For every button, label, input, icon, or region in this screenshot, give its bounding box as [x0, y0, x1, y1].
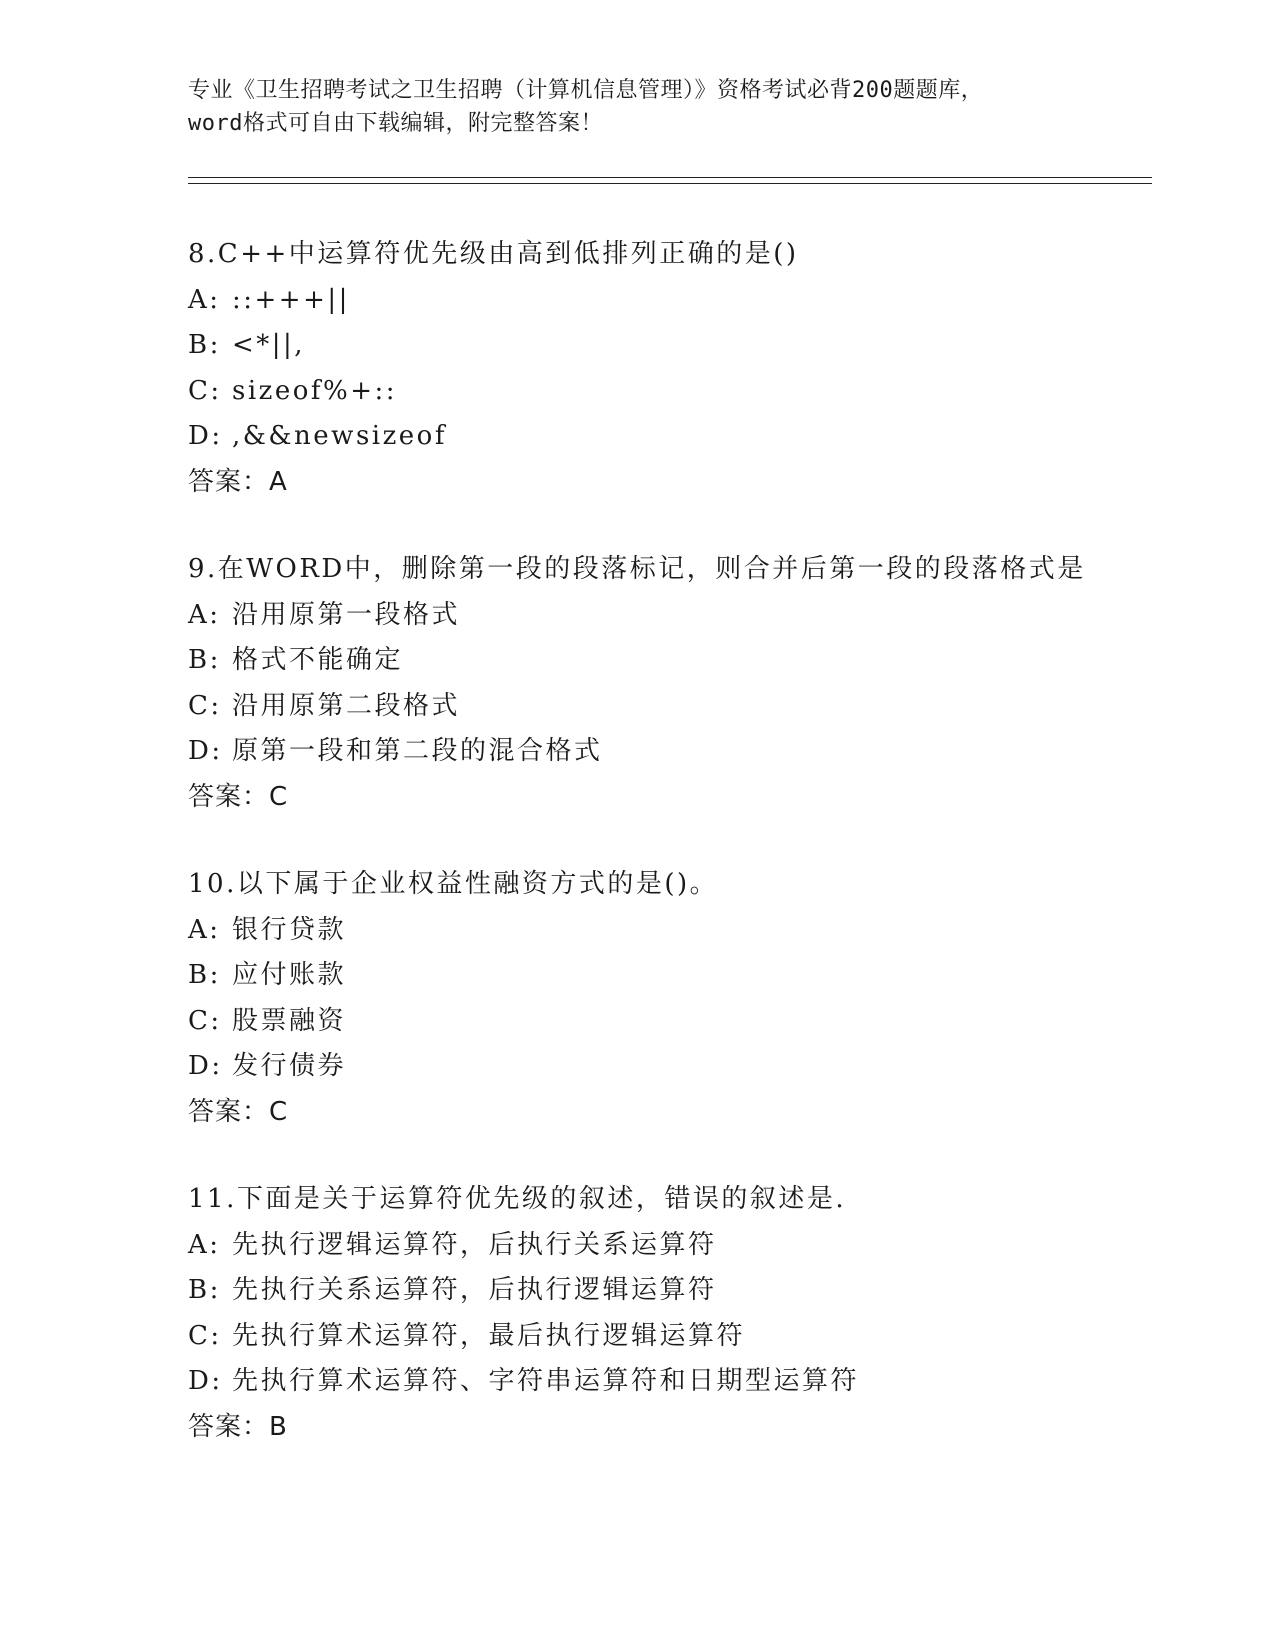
option-letter: C:	[188, 375, 222, 406]
option-text: sizeof%+::	[232, 375, 398, 406]
option-text: 银行贷款	[232, 914, 347, 945]
option-text: 格式不能确定	[232, 645, 404, 675]
option-b	[188, 1268, 1168, 1314]
option-a	[188, 278, 1168, 324]
option-letter: B:	[188, 330, 221, 360]
option-text: 发行债券	[232, 1051, 347, 1081]
header-line-2: word格式可自由下载编辑，附完整答案！	[188, 111, 603, 136]
option-d	[188, 1359, 1168, 1405]
header-divider	[188, 177, 1152, 184]
option-d	[188, 729, 1168, 775]
option-text: 应付账款	[232, 960, 347, 990]
question-list	[188, 232, 1168, 1492]
question-10	[188, 862, 1168, 1135]
answer-label: 答案：C	[188, 781, 289, 812]
option-b	[188, 953, 1168, 999]
option-c	[188, 369, 1168, 415]
question-8	[188, 232, 1168, 505]
header-line-1: 专业《卫生招聘考试之卫生招聘（计算机信息管理）》资格考试必背200题题库，	[188, 78, 984, 103]
option-text: <*||,	[232, 330, 306, 360]
answer-label: 答案：C	[188, 1096, 289, 1127]
option-letter: B:	[188, 960, 221, 990]
option-a	[188, 908, 1168, 954]
option-letter: A:	[188, 914, 221, 945]
option-c	[188, 1314, 1168, 1360]
answer-label: 答案：B	[188, 1411, 288, 1442]
option-letter: D:	[188, 421, 223, 451]
option-text: 沿用原第二段格式	[232, 690, 461, 721]
option-letter: C:	[188, 690, 222, 721]
option-d	[188, 1044, 1168, 1090]
option-text: 原第一段和第二段的混合格式	[232, 736, 603, 766]
option-a	[188, 593, 1168, 639]
option-text: 股票融资	[232, 1005, 347, 1036]
option-c	[188, 999, 1168, 1045]
option-letter: C:	[188, 1320, 222, 1351]
option-letter: B:	[188, 645, 221, 675]
option-b	[188, 323, 1168, 369]
question-9	[188, 547, 1168, 820]
option-letter: C:	[188, 1005, 222, 1036]
option-text: ,&&newsizeof	[232, 421, 447, 451]
option-text: 先执行关系运算符，后执行逻辑运算符	[232, 1275, 717, 1305]
document-header	[188, 74, 1088, 140]
option-letter: D:	[188, 1366, 223, 1396]
option-d	[188, 414, 1168, 460]
option-letter: A:	[188, 1229, 221, 1260]
option-letter: A:	[188, 599, 221, 630]
option-text: 先执行算术运算符，最后执行逻辑运算符	[232, 1320, 746, 1351]
option-a	[188, 1223, 1168, 1269]
option-letter: B:	[188, 1275, 221, 1305]
question-11	[188, 1177, 1168, 1450]
question-title: 8.C++中运算符优先级由高到低排列正确的是()	[188, 239, 799, 269]
option-text: 沿用原第一段格式	[232, 599, 461, 630]
option-text: 先执行逻辑运算符，后执行关系运算符	[232, 1229, 717, 1260]
option-text: 先执行算术运算符、字符串运算符和日期型运算符	[232, 1366, 860, 1396]
option-letter: D:	[188, 1051, 223, 1081]
option-text: ::+++||	[232, 284, 350, 315]
answer-label: 答案：A	[188, 466, 288, 497]
question-title: 9.在WORD中，删除第一段的段落标记，则合并后第一段的段落格式是	[188, 554, 1086, 584]
question-title: 11.下面是关于运算符优先级的叙述，错误的叙述是.	[188, 1184, 847, 1214]
option-letter: A:	[188, 284, 221, 315]
option-b	[188, 638, 1168, 684]
option-letter: D:	[188, 736, 223, 766]
question-title: 10.以下属于企业权益性融资方式的是()。	[188, 869, 719, 899]
option-c	[188, 684, 1168, 730]
